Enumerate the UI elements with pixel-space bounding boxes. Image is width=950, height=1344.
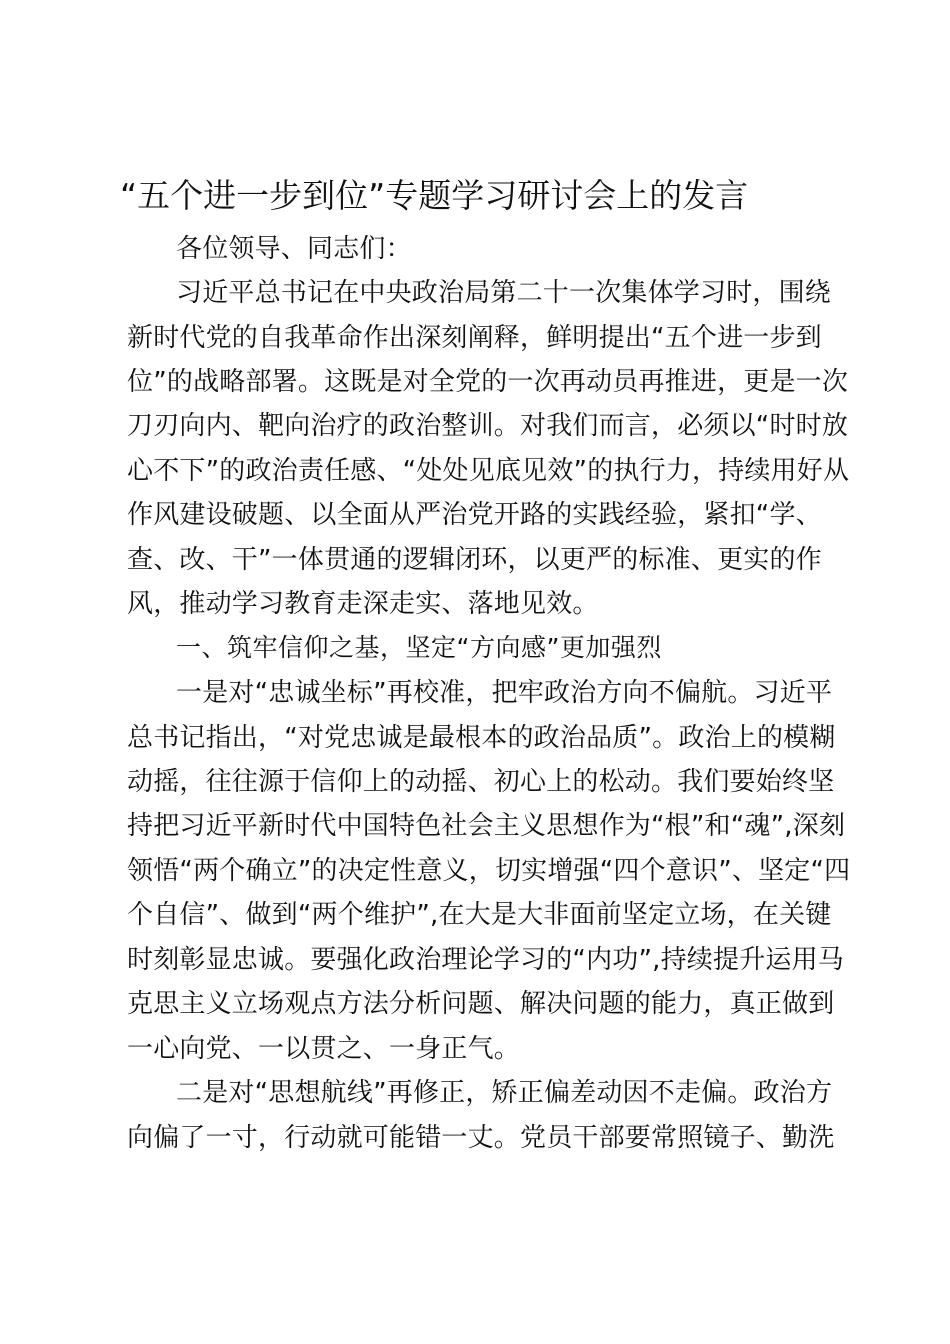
paragraph-1-line-4: 刀刃向内、靶向治疗的政治整训。对我们而言，必须以“时时放 [127, 411, 849, 441]
paragraph-2-line-4: 持把习近平新时代中国特色社会主义思想作为“根”和“魂”,深刻 [127, 811, 846, 841]
paragraph-2-line-9: 一心向党、一以贯之、一身正气。 [127, 1034, 521, 1064]
paragraph-1-line-7: 查、改、干”一体贯通的逻辑闭环，以更严的标准、更实的作 [127, 545, 822, 575]
paragraph-1-line-1: 习近平总书记在中央政治局第二十一次集体学习时，围绕 [176, 278, 832, 308]
paragraph-2-line-3: 动摇，往往源于信仰上的动摇、初心上的松动。我们要始终坚 [127, 767, 835, 797]
paragraph-1-line-2: 新时代党的自我革命作出深刻阐释，鲜明提出“五个进一步到 [127, 323, 822, 353]
paragraph-1-line-6: 作风建设破题、以全面从严治党开路的实践经验，紧扣“学、 [127, 500, 822, 530]
paragraph-2-line-2: 总书记指出，“对党忠诚是最根本的政治品质”。政治上的模糊 [127, 723, 836, 753]
paragraph-2-line-5: 领悟“两个确立”的决定性意义，切实增强“四个意识”、坚定“四 [127, 856, 851, 886]
paragraph-3-line-2: 向偏了一寸，行动就可能错一丈。党员干部要常照镜子、勤洗 [127, 1123, 835, 1153]
paragraph-1-line-8: 风，推动学习教育走深走实、落地见效。 [127, 589, 599, 619]
paragraph-2-line-7: 时刻彰显忠诚。要强化政治理论学习的“内功”,持续提升运用马 [127, 945, 845, 975]
paragraph-2-line-6: 个自信”、做到“两个维护”,在大是大非面前坚定立场，在关键 [127, 900, 832, 930]
paragraph-2-line-8: 克思主义立场观点方法分析问题、解决问题的能力，真正做到 [127, 989, 835, 1019]
section-heading-1: 一、筑牢信仰之基，坚定“方向感”更加强烈 [176, 633, 662, 662]
paragraph-2-line-1: 一是对“忠诚坐标”再校准，把牢政治方向不偏航。习近平 [176, 678, 833, 708]
paragraph-3-line-1: 二是对“思想航线”再修正，矫正偏差动因不走偏。政治方 [176, 1078, 833, 1108]
paragraph-1-line-3: 位”的战略部署。这既是对全党的一次再动员再推进，更是一次 [127, 367, 849, 397]
salutation: 各位领导、同志们： [176, 234, 412, 264]
document-title: “五个进一步到位”专题学习研讨会上的发言 [120, 176, 749, 215]
paragraph-1-line-5: 心不下”的政治责任感、“处处见底见效”的执行力，持续用好从 [127, 456, 850, 486]
